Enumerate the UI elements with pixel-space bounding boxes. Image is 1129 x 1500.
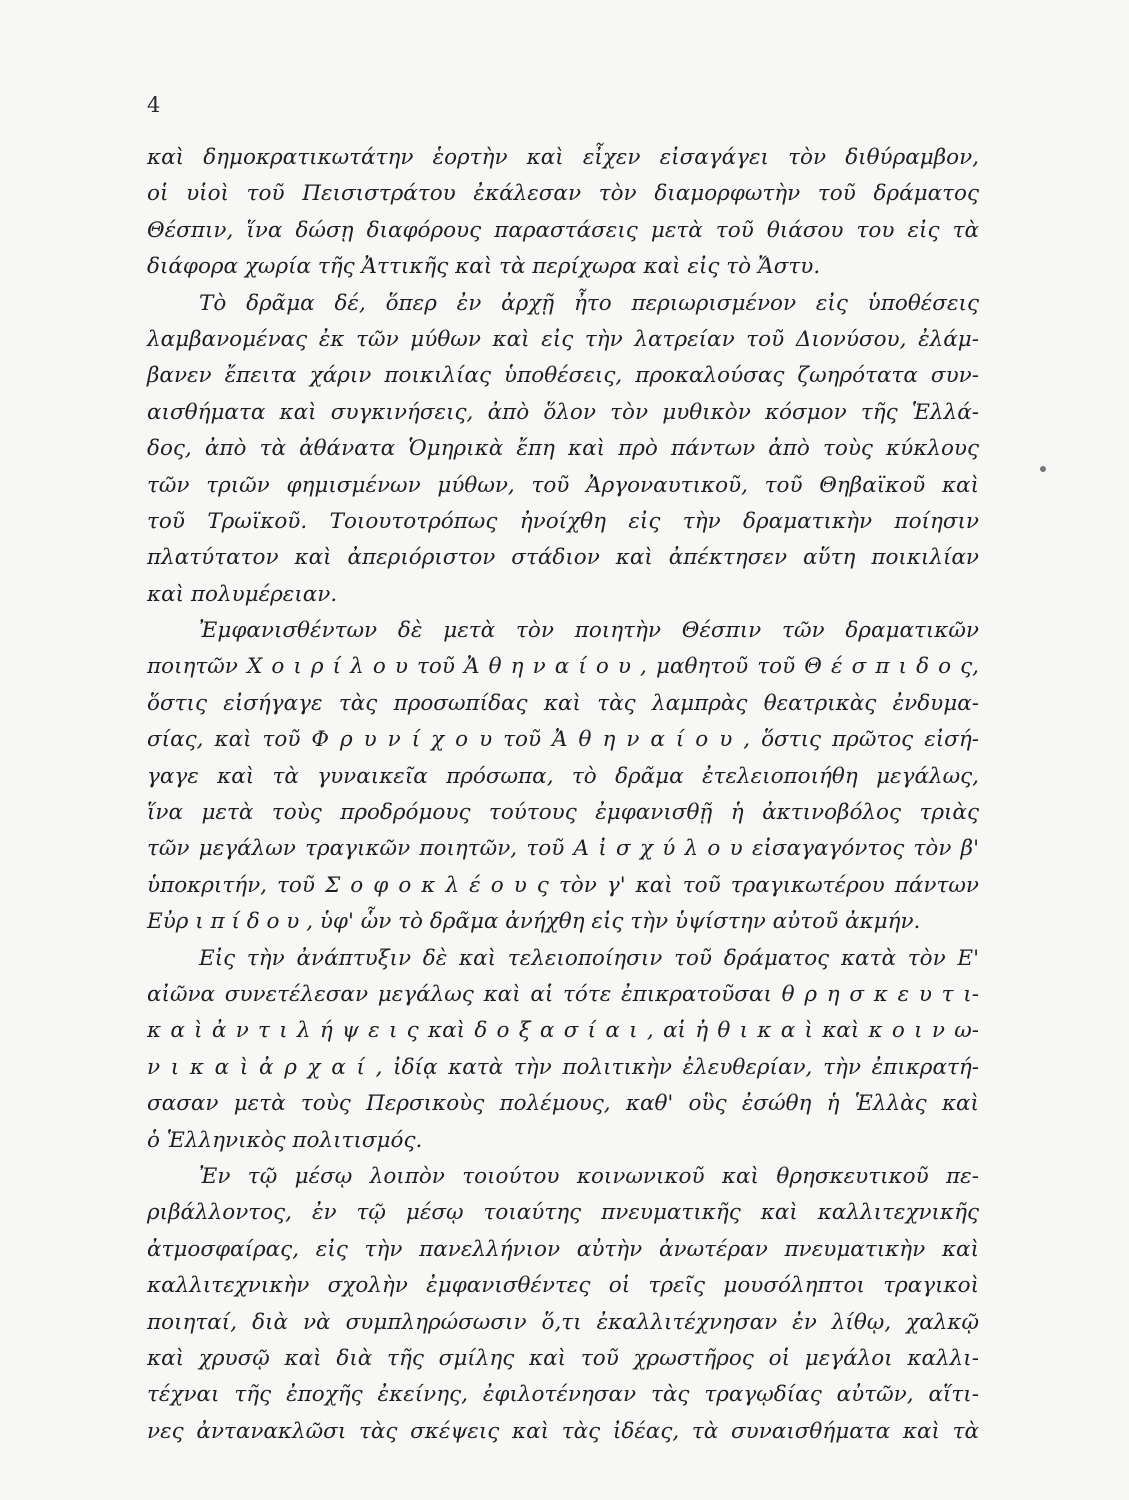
text-line: ὁ Ἑλληνικὸς πολιτισμός.	[147, 1127, 423, 1153]
text-line: Τὸ δρᾶμα δέ, ὅπερ ἐν ἀρχῇ ἦτο περιωρισμένον εἰς ὑποθέσεις	[199, 290, 979, 316]
text-line: λαμβανομένας ἐκ τῶν μύθων καὶ εἰς τὴν λατρείαν τοῦ Διονύσου, ἐλάμ-	[147, 326, 979, 352]
text-line: αισθήματα καὶ συγκινήσεις, ἀπὸ ὅλον τὸν μυθικὸν κόσμον τῆς Ἑλλά-	[147, 399, 979, 425]
text-line: τοῦ Τρωϊκοῦ. Τοιουτοτρόπως ἠνοίχθη εἰς τὴν δραματικὴν ποίησιν	[147, 508, 979, 534]
text-line: τῶν τριῶν φημισμένων μύθων, τοῦ Ἀργοναυτικοῦ, τοῦ Θηβαϊκοῦ καὶ	[147, 472, 979, 498]
body-text	[147, 140, 979, 1450]
text-line: Εἰς τὴν ἀνάπτυξιν δὲ καὶ τελειοποίησιν τοῦ δράματος κατὰ τὸν Ε'	[199, 945, 979, 971]
text-line: Θέσπιν, ἵνα δώσῃ διαφόρους παραστάσεις μετὰ τοῦ θιάσου του εἰς τὰ	[147, 217, 979, 243]
text-line: σασαν μετὰ τοὺς Περσικοὺς πολέμους, καθ' οὓς ἐσώθη ἡ Ἑλλὰς καὶ	[147, 1091, 979, 1117]
text-line: καὶ δημοκρατικωτάτην ἑορτὴν καὶ εἶχεν εἰσαγάγει τὸν διθύραμβον,	[147, 145, 979, 170]
text-line: ποιηταί, διὰ νὰ συμπληρώσωσιν ὅ,τι ἐκαλλιτέχνησαν ἐν λίθῳ, χαλκῷ	[147, 1309, 979, 1335]
text-line: βανεν ἔπειτα χάριν ποικιλίας ὑποθέσεις, προκαλούσας ζωηρότατα συν-	[147, 363, 979, 389]
page-number: 4	[147, 93, 161, 117]
text-line: διάφορα χωρία τῆς Ἀττικῆς καὶ τὰ περίχωρα καὶ εἰς τὸ Ἄστυ.	[147, 254, 821, 280]
text-line: κ α ὶ ἀ ν τ ι λ ή ψ ε ι ς καὶ δ ο ξ α σ ί α ι , αἱ ἠ θ ι κ α ὶ καὶ κ ο ι ν ω-	[147, 1018, 979, 1044]
text-line: καὶ πολυμέρειαν.	[147, 581, 338, 607]
text-line: Ἐμφανισθέντων δὲ μετὰ τὸν ποιητὴν Θέσπιν τῶν δραματικῶν	[199, 618, 979, 644]
text-line: τέχναι τῆς ἐποχῆς ἐκείνης, ἐφιλοτένησαν τὰς τραγῳδίας αὐτῶν, αἵτι-	[147, 1382, 979, 1408]
text-line: καλλιτεχνικὴν σχολὴν ἐμφανισθέντες οἱ τρεῖς μουσόληπτοι τραγικοὶ	[147, 1273, 979, 1299]
text-line: πλατύτατον καὶ ἀπεριόριστον στάδιον καὶ ἀπέκτησεν αὕτη ποικιλίαν	[147, 545, 979, 571]
text-line: οἱ υἱοὶ τοῦ Πεισιστράτου ἐκάλεσαν τὸν διαμορφωτὴν τοῦ δράματος	[147, 181, 979, 207]
text-line: γαγε καὶ τὰ γυναικεῖα πρόσωπα, τὸ δρᾶμα ἐτελειοποιήθη μεγάλως,	[147, 763, 979, 789]
text-line: ἀτμοσφαίρας, εἰς τὴν πανελλήνιον αὐτὴν ἀνωτέραν πνευματικὴν καὶ	[147, 1236, 979, 1262]
text-line: τῶν μεγάλων τραγικῶν ποιητῶν, τοῦ Α ἰ σ χ ύ λ ο υ εἰσαγαγόντος τὸν β'	[147, 836, 979, 862]
text-line: καὶ χρυσῷ καὶ διὰ τῆς σμίλης καὶ τοῦ χρωστῆρος οἱ μεγάλοι καλλι-	[147, 1345, 979, 1371]
text-line: Ἐν τῷ μέσῳ λοιπὸν τοιούτου κοινωνικοῦ καὶ θρησκευτικοῦ πε-	[199, 1163, 979, 1189]
text-line: αἰῶνα συνετέλεσαν μεγάλως καὶ αἱ τότε ἐπικρατοῦσαι θ ρ η σ κ ε υ τ ι-	[147, 981, 979, 1007]
text-line: νες ἀντανακλῶσι τὰς σκέψεις καὶ τὰς ἰδέας, τὰ συναισθήματα καὶ τὰ	[147, 1418, 979, 1444]
text-line: Εὐρ ι π ί δ ο υ , ὑφ' ὧν τὸ δρᾶμα ἀνήχθη εἰς τὴν ὑψίστην αὐτοῦ ἀκμήν.	[147, 909, 921, 935]
text-line: ποιητῶν Χ ο ι ρ ί λ ο υ τοῦ Ἀ θ η ν α ί ο υ , μαθητοῦ τοῦ Θ έ σ π ι δ ο ς,	[147, 654, 979, 680]
text-line: δος, ἀπὸ τὰ ἀθάνατα Ὁμηρικὰ ἔπη καὶ πρὸ πάντων ἀπὸ τοὺς κύκλους	[147, 436, 979, 462]
text-line: σίας, καὶ τοῦ Φ ρ υ ν ί χ ο υ τοῦ Ἀ θ η ν α ί ο υ , ὅστις πρῶτος εἰσή-	[147, 727, 979, 753]
speck-mark	[1040, 466, 1046, 472]
text-line: ὅστις εἰσήγαγε τὰς προσωπίδας καὶ τὰς λαμπρὰς θεατρικὰς ἐνδυμα-	[147, 690, 979, 716]
text-line: ν ι κ α ὶ ἀ ρ χ α ί , ἰδίᾳ κατὰ τὴν πολιτικὴν ἐλευθερίαν, τὴν ἐπικρατή-	[147, 1054, 979, 1080]
text-line: ὑποκριτήν, τοῦ Σ ο φ ο κ λ έ ο υ ς τὸν γ' καὶ τοῦ τραγικωτέρου πάντων	[147, 872, 979, 898]
text-line: ριβάλλοντος, ἐν τῷ μέσῳ τοιαύτης πνευματικῆς καὶ καλλιτεχνικῆς	[147, 1200, 979, 1226]
text-line: ἵνα μετὰ τοὺς προδρόμους τούτους ἐμφανισθῇ ἡ ἀκτινοβόλος τριὰς	[147, 800, 979, 826]
